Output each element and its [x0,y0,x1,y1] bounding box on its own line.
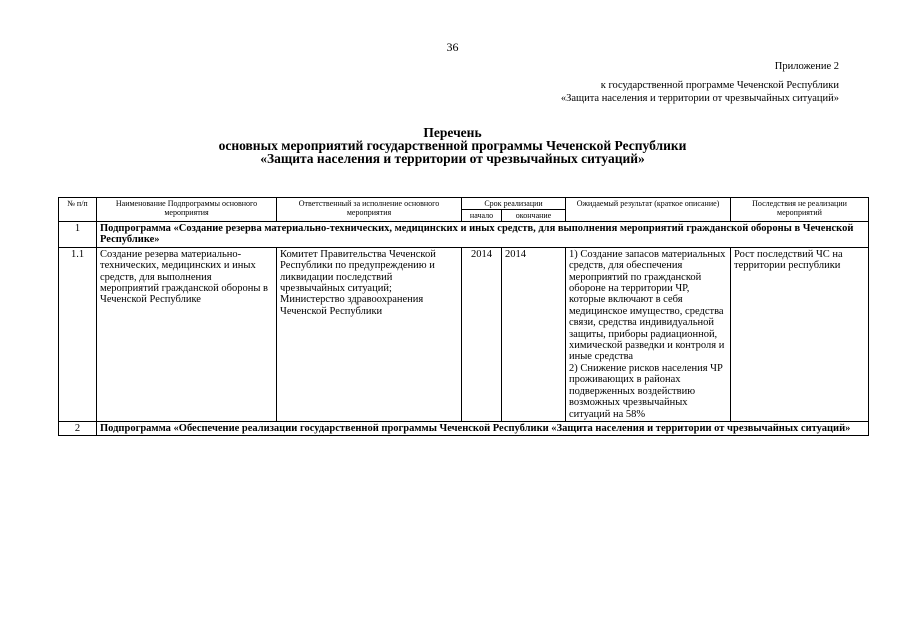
header-end: окончание [502,210,566,222]
header-term: Срок реализации [462,198,566,210]
row-number: 1.1 [59,247,97,421]
table-row [59,222,869,248]
heading-line-2: основных мероприятий государственной программы Чеченской Республики [218,138,687,153]
annex-line-1: к государственной программе Чеченской Республики [600,80,839,91]
page-number: 36 [446,40,459,54]
heading-line-1: Перечень [423,125,482,140]
annex-line-2: «Защита населения и территории от чрезвычайных ситуаций» [560,93,839,104]
header-num: № п/п [59,198,97,222]
measure-result [566,247,731,421]
row-number: 1 [59,222,97,248]
measure-name: Создание резерва материально-технических, медицинских и иных средств, для выполнения мероприятий гражданской обороны в Чеченской Республике [97,247,277,421]
header-responsible: Ответственный за исполнение основного мероприятия [277,198,462,222]
annex-title: Приложение 2 [774,61,839,72]
header-consequences: Последствия не реализации мероприятий [731,198,869,222]
header-name: Наименование Подпрограммы основного мероприятия [97,198,277,222]
table-row [59,247,869,421]
heading-line-3: «Защита населения и территории от чрезвычайных ситуаций» [260,151,645,166]
measure-end: 2014 [502,247,566,421]
header-result: Ожидаемый результат (краткое описание) [566,198,731,222]
document-heading [0,126,905,165]
measure-result-1: 1) Создание запасов материальных средств, для обеспечения мероприятий по гражданской обороне на территории ЧР, которые включают в себя медицинское имущество, средства связи, средства индивидуальной защиты, приборы радиационной, химической разведки и контроля и иные средства [569,248,726,363]
measure-consequences: Рост последствий ЧС на территории республики [731,247,869,421]
measures-table [58,197,869,436]
subprogram-title: Подпрограмма «Обеспечение реализации государственной программы Чеченской Республики «Защита населения и территории от чрезвычайных ситуаций» [97,421,869,435]
annex-block [561,60,839,105]
subprogram-title: Подпрограмма «Создание резерва материально-технических, медицинских и иных средств, для выполнения мероприятий гражданской обороны в Чеченской Республике» [97,222,869,248]
row-number: 2 [59,421,97,435]
table-row [59,421,869,435]
measure-responsible: Комитет Правительства Чеченской Республики по предупреждению и ликвидации последствий чрезвычайных ситуаций; Министерство здравоохранения Чеченской Республики [277,247,462,421]
header-start: начало [462,210,502,222]
measure-result-2: 2) Снижение рисков населения ЧР проживающих в районах подверженных воздействию возможных чрезвычайных ситуаций на 58% [569,362,723,420]
measure-start: 2014 [462,247,502,421]
